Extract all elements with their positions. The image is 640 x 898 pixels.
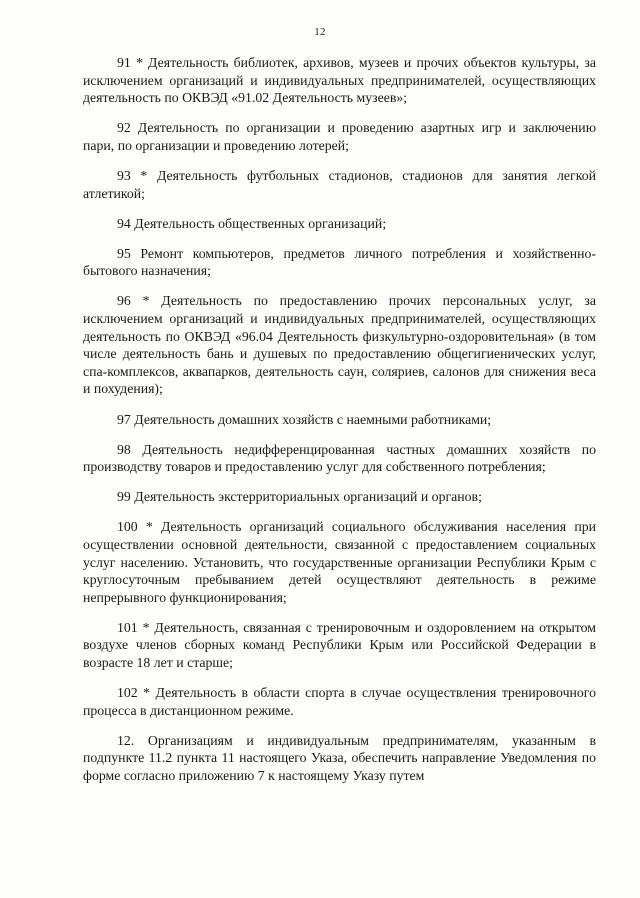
paragraph-98: 98 Деятельность недифференцированная частных домашних хозяйств по производству товаров и предоставлению услуг для собственного потребления; — [83, 441, 596, 475]
paragraph-100: 100 * Деятельность организаций социального обслуживания населения при осуществлении основной деятельности, связанной с предоставлением социальных услуг населению. Установить, что государственные организации Республики Крым с круглосуточным пребыванием детей осуществляют деятельность в режиме непрерывного функционирования; — [83, 519, 596, 605]
paragraph-91: 91 * Деятельность библиотек, архивов, музеев и прочих объектов культуры, за исключением организаций и индивидуальных предпринимателей, осуществляющих деятельность по ОКВЭД «91.02 Деятельность музеев»; — [83, 55, 596, 106]
paragraph-94: 94 Деятельность общественных организаций; — [117, 215, 387, 231]
paragraph-95: 95 Ремонт компьютеров, предметов личного потребления и хозяйственно-бытового назначения; — [83, 245, 596, 279]
paragraph-102: 102 * Деятельность в области спорта в случае осуществления тренировочного процесса в дистанционном режиме. — [83, 685, 596, 718]
document-body — [83, 54, 596, 785]
page-number: 12 — [314, 26, 326, 38]
paragraph-96: 96 * Деятельность по предоставлению прочих персональных услуг, за исключением организаций и индивидуальных предпринимателей, осуществляющих деятельность по ОКВЭД «96.04 Деятельность физкультурно-оздоровительная» (в том числе деятельность бань и душевых по предоставлению общегигиенических услуг, спа-комплексов, аквапарков, деятельность саун, соляриев, салонов для снижения веса и похудения); — [83, 293, 596, 397]
paragraph-93: 93 * Деятельность футбольных стадионов, стадионов для занятия легкой атлетикой; — [83, 167, 596, 201]
paragraph-section-12: 12. Организациям и индивидуальным предпринимателям, указанным в подпункте 11.2 пункта 11 настоящего Указа, обеспечить направление Уведомления по форме согласно приложению 7 к настоящему Указу путем — [83, 732, 596, 783]
paragraph-101: 101 * Деятельность, связанная с тренировочным и оздоровлением на открытом воздухе членов сборных команд Республики Крым или Российской Федерации в возрасте 18 лет и старше; — [83, 619, 596, 671]
paragraph-97: 97 Деятельность домашних хозяйств с наемными работниками; — [117, 411, 492, 427]
paragraph-99: 99 Деятельность экстерриториальных организаций и органов; — [117, 489, 482, 505]
paragraph-92: 92 Деятельность по организации и проведению азартных игр и заключению пари, по организации и проведению лотерей; — [83, 120, 596, 153]
